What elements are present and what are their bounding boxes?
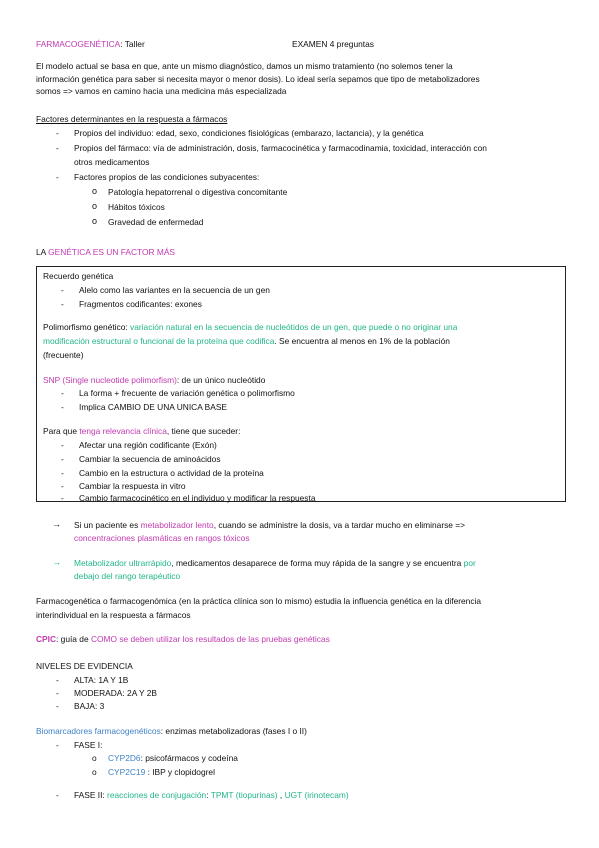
intro-paragraph [36, 60, 566, 98]
dash-icon: - [61, 299, 64, 309]
snp-item: La forma + frecuente de variación genética o polimorfismo [79, 388, 295, 398]
intro-line: somos => vamos en camino hacia una medicina más especializada [36, 86, 287, 96]
recuerdo-item: Fragmentos codificantes: exones [79, 299, 202, 309]
dash-icon: - [56, 790, 59, 800]
fase2-line: FASE II: reacciones de conjugación: TPMT (tiopurinas) , UGT (irinotecam) [74, 790, 349, 800]
arrow-line: Metabolizador ultrarrápido, medicamentos desaparece de forma muy rápida de la sangre y se encuentra por [74, 558, 476, 568]
arrow-right-icon: → [52, 557, 61, 567]
section-heading-genetica: LA GENÉTICA ES UN FACTOR MÁS [36, 247, 175, 257]
dash-icon: - [56, 172, 59, 182]
dash-icon: - [61, 468, 64, 478]
genetics-box [36, 266, 566, 502]
arrow-right-icon: → [52, 519, 61, 529]
farmacogenomica-line: Farmacogenética o farmacogenómica (en la práctica clínica son lo mismo) estudia la influencia genética en la diferencia [36, 596, 482, 606]
intro-line: El modelo actual se basa en que, ante un mismo diagnóstico, damos un mismo tratamiento (no solemos tener la [36, 61, 453, 71]
dash-icon: - [56, 675, 59, 685]
recuerdo-heading: Recuerdo genética [43, 271, 114, 281]
document-title [36, 39, 145, 49]
relevancia-heading: Para que tenga relevancia clínica, tiene que suceder: [43, 426, 241, 436]
dash-icon: - [61, 454, 64, 464]
document-header [36, 39, 566, 51]
evidencia-item: ALTA: 1A Y 1B [74, 675, 129, 685]
dash-icon: - [56, 740, 59, 750]
dash-icon: - [56, 128, 59, 138]
relevancia-item: Afectar una región codificante (Exón) [79, 440, 217, 450]
circle-bullet-icon: o [92, 767, 97, 777]
dash-icon: - [61, 440, 64, 450]
circle-bullet-icon: o [92, 186, 98, 196]
dash-icon: - [56, 701, 59, 711]
farmacogenomica-line: interindividual en la respuesta a fármacos [36, 610, 191, 620]
dash-icon: - [61, 402, 64, 412]
factors-heading: Factores determinantes en la respuesta a fármacos [36, 114, 228, 124]
dash-icon: - [61, 285, 64, 295]
relevancia-item: Cambiar la secuencia de aminoácidos [79, 454, 221, 464]
relevancia-item: Cambio en la estructura o actividad de la proteína [79, 468, 264, 478]
intro-line: información genética para saber si necesita mayor o menor dosis). Lo ideal sería sepamos que tipo de metabolizadores [36, 73, 480, 84]
fase1-heading: FASE I: [74, 740, 103, 750]
arrow-line: debajo del rango terapéutico [74, 571, 181, 581]
fase1-item: CYP2C19 : IBP y clopidogrel [108, 767, 215, 777]
snp-heading: SNP (Single nucleotide polimorfism): de un único nucleótido [43, 375, 266, 385]
title-colored: FARMACOGENÉTICA [36, 39, 121, 49]
polimorfismo-line: (frecuente) [43, 350, 84, 360]
circle-bullet-icon: o [92, 216, 98, 226]
snp-item: Implica CAMBIO DE UNA UNICA BASE [79, 402, 227, 412]
document-page: FARMACOGENÉTICA: Taller EXAMEN 4 preguntas El modelo actual se basa en que, ante un mismo diagnóstico, damos un mismo tratamiento (no solemos tener la información genética para saber si necesita mayor o menor dosis). Lo ideal sería sepamos que tipo de metabolizadores somos => vamos en camino hacia una medicina más especializada Factores determinantes en la respuesta a fármacos - Propios del individuo: edad, sexo, condiciones fisiológicas (embarazo, lactancia), y la genética - Propios del fármaco: vía de administración, dosis, farmacocinética y farmacodinamia, toxicidad, interacción con otros medicamentos - Factores propios de las condiciones subyacentes: o Patología hepatorrenal o digestiva concomitante o Hábitos tóxicos o Gravedad de enfermedad LA GENÉTICA ES UN FACTOR MÁS Recuerdo genética - Alelo como las variantes en la secuencia de un gen - Fragmentos codificantes: exones Polimorfismo genético: variación natural en la secuencia de nucleótidos de un gen, que puede o no originar una modificación estructural o funcional de la proteína que codifica. Se encuentra al menos en 1% de la población (frecuente) SNP (Single nucleotide polimorfism): de un único nucleótido - La forma + frecuente de variación genética o polimorfismo - Implica CAMBIO DE UNA UNICA BASE Para que tenga relevancia clínica, tiene que suceder: - Afectar una región codificante (Exón) - Cambiar la secuencia de aminoácidos - Cambio en la estructura o actividad de la proteína - Cambiar la respuesta in vitro - Cambio farmacocinético en el individuo y modificar la respuesta → Si un paciente es metabolizador lento, cuando se administre la dosis, va a tardar mucho en eliminarse => concentraciones plasmáticas en rangos tóxicos → Metabolizador ultrarrápido, medicamentos desaparece de forma muy rápida de la sangre y se encuentra por debajo del rango terapéutico Farmacogenética o farmacogenómica (en la práctica clínica son lo mismo) estudia la influencia genética en la diferencia interindividual en la respuesta a fármacos CPIC: guía de COMO se deben utilizar los resultados de las pruebas genéticas NIVELES DE EVIDENCIA - ALTA: 1A Y 1B - MODERADA: 2A Y 2B - BAJA: 3 Biomarcadores farmacogenéticos: enzimas metabolizadoras (fases I o II) - FASE I: o CYP2D6: psicofármacos y codeína o CYP2C19 : IBP y clopidogrel - FASE II: reacciones de conjugación: TPMT (tiopurinas) , UGT (irinotecam) [0, 0, 599, 848]
recuerdo-item: Alelo como las variantes en la secuencia de un gen [79, 285, 270, 295]
dash-icon: - [56, 143, 59, 153]
title-rest: : Taller [120, 39, 145, 49]
dash-icon: - [56, 688, 59, 698]
arrow-line: concentraciones plasmáticas en rangos tóxicos [74, 533, 250, 543]
relevancia-item: Cambiar la respuesta in vitro [79, 481, 186, 491]
circle-bullet-icon: o [92, 753, 97, 763]
fase1-item: CYP2D6: psicofármacos y codeína [108, 753, 238, 763]
polimorfismo-line: Polimorfismo genético: variación natural en la secuencia de nucleótidos de un gen, que puede o no originar una [43, 322, 458, 332]
evidencia-item: MODERADA: 2A Y 2B [74, 688, 158, 698]
dash-icon: - [61, 481, 64, 491]
dash-icon: - [61, 388, 64, 398]
cpic-line: CPIC: guía de COMO se deben utilizar los resultados de las pruebas genéticas [36, 634, 330, 644]
arrow-line: Si un paciente es metabolizador lento, cuando se administre la dosis, va a tardar mucho en eliminarse => [74, 520, 466, 530]
exam-note: EXAMEN 4 preguntas [292, 39, 374, 49]
evidencia-heading: NIVELES DE EVIDENCIA [36, 661, 133, 671]
biomarcadores-heading: Biomarcadores farmacogenéticos: enzimas metabolizadoras (fases I o II) [36, 726, 307, 736]
dash-icon: - [61, 493, 64, 503]
circle-bullet-icon: o [92, 201, 98, 211]
polimorfismo-line: modificación estructural o funcional de la proteína que codifica. Se encuentra al menos en 1% de la población [43, 336, 450, 346]
relevancia-item: Cambio farmacocinético en el individuo y modificar la respuesta [79, 493, 316, 503]
evidencia-item: BAJA: 3 [74, 701, 105, 711]
